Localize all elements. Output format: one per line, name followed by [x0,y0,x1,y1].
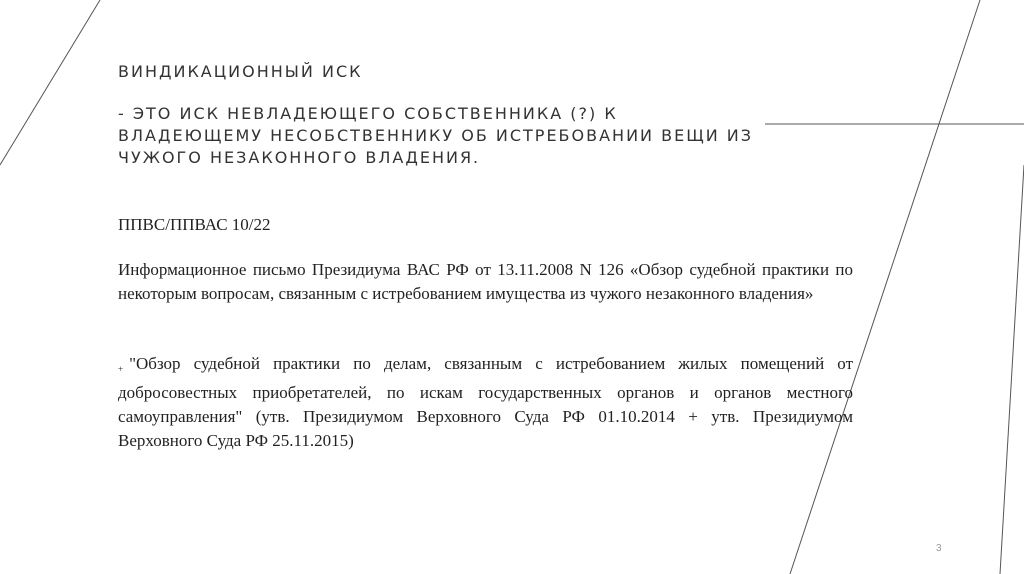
reference-title: ППВС/ППВАС 10/22 [118,215,271,234]
paragraph-review-text: "Обзор судебной практики по делам, связанным с истребованием жилых помещений от добросовестных приобретателей, по искам государственных органов и органов местного самоуправления" (утв. Президиумом Верховного Суда РФ 01.10.2014 + утв. Президиумом Верховного Суда РФ 25.11.2015) [118,354,853,450]
paragraph-info-letter: Информационное письмо Президиума ВАС РФ от 13.11.2008 N 126 «Обзор судебной практики по некоторым вопросам, связанным с истребованием имущества из чужого незаконного владения» [118,260,853,303]
page-number: 3 [936,543,942,554]
decor-line-left [0,0,100,165]
slide-subtitle: - ЭТО ИСК НЕВЛАДЕЮЩЕГО СОБСТВЕННИКА (?) К ВЛАДЕЮЩЕМУ НЕСОБСТВЕННИКУ ОБ ИСТРЕБОВАНИИ ВЕЩИ ИЗ ЧУЖОГО НЕЗАКОННОГО ВЛАДЕНИЯ. [118,104,753,167]
decor-line-right [1000,165,1024,574]
paragraph-review [118,352,853,453]
plus-bullet: + [118,364,124,374]
slide-heading: ВИНДИКАЦИОННЫЙ ИСК [118,62,363,81]
